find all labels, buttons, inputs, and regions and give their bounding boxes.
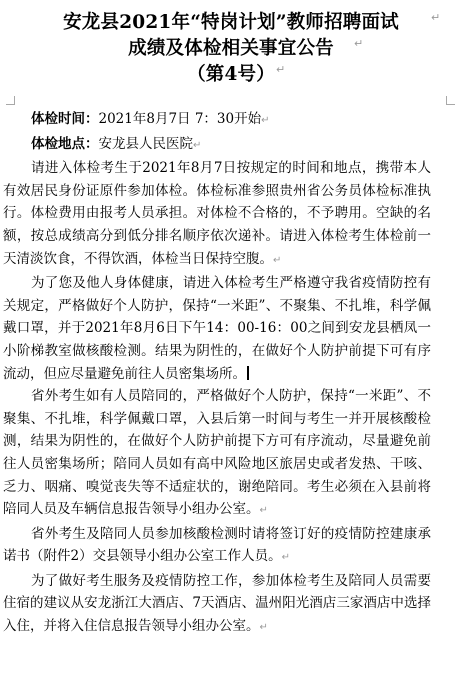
paragraph-mark-title-1: ↵ (431, 11, 441, 24)
paragraph-4 (3, 523, 431, 570)
text-cursor (247, 366, 249, 380)
paragraph-5 (3, 570, 431, 640)
paragraph-2-text: 为了您及他人身体健康，请进入体检考生严格遵守我省疫情防控有关规定，严格做好个人防护，保持“一米距”、不聚集、不扎堆，科学佩戴口罩，并于2021年8月6日下午14：00-16：00之间到安龙县栖凤一小阶梯教室做核酸检测。结果为阴性的，在做好个人防护前提下可有序流动，但应尽量避免前往人员密集场所。 (3, 275, 431, 382)
paragraph-3-text: 省外考生如有人员陪同的，严格做好个人防护，保持“一米距”、不聚集、不扎堆，科学佩戴口罩，入县后第一时间与考生一并开展核酸检测，结果为阴性的，在做好个人防护前提下方可有序流动，尽量避免前往人员密集场所；陪同人员如有高中风险地区旅居史或者发热、干咳、乏力、咽痛、嗅觉丧失等不适症状的，谢绝陪同。考生必须在入县前将陪同人员及车辆信息报告领导小组办公室。 (3, 388, 431, 518)
exam-time-value: 2021年8月7日 7：30开始 (98, 111, 262, 127)
document-body[interactable] (3, 108, 431, 640)
paragraph-1 (3, 157, 431, 272)
paragraph-3 (3, 385, 431, 523)
paragraph-mark: ↵ (281, 552, 290, 564)
paragraph-mark: ↵ (273, 254, 282, 266)
title-line-2: 成绩及体检相关事宜公告 (128, 38, 334, 59)
exam-place-label: 体检地点： (31, 135, 99, 152)
paragraph-4-text: 省外考生及陪同人员参加核酸检测时请将签订好的疫情防控建康承诺书（附件2）交县领导小组办公室工作人员。 (3, 525, 431, 565)
paragraph-mark: ↵ (261, 115, 270, 126)
paragraph-1-text: 请进入体检考生于2021年8月7日按规定的时间和地点，携带本人有效居民身份证原件参加体检。体检标准参照贵州省公务员体检标准执行。体检费用由报考人员承担。对体检不合格的，不予聘用。空缺的名额，按总成绩高分到低分排名顺序依次递补。请进入体检考生体检前一天清淡饮食，不得饮酒，体检当日保持空腹。 (3, 160, 431, 267)
paragraph-mark: ↵ (193, 139, 202, 151)
paragraph-5-text: 为了做好考生服务及疫情防控工作，参加体检考生及陪同人员需要住宿的建议从安龙浙江大酒店、7天酒店、温州阳光酒店三家酒店中选择入住，并将入住信息报告领导小组办公室。 (3, 572, 431, 635)
paragraph-mark-title-3: ↵ (276, 63, 286, 76)
paragraph-mark-title-2: ↵ (354, 37, 364, 50)
exam-place-line (3, 133, 431, 158)
exam-time-label: 体检时间： (31, 111, 99, 127)
paragraph-2 (3, 272, 431, 385)
margin-corner-top-left (6, 96, 15, 105)
paragraph-mark: ↵ (259, 622, 268, 634)
exam-time-line (3, 108, 431, 133)
exam-place-value: 安龙县人民医院 (98, 135, 193, 152)
title-line-3: （第4号） (187, 64, 275, 85)
title-line-1: 安龙县2021年“特岗计划”教师招聘面试 (63, 12, 399, 33)
paragraph-mark: ↵ (259, 505, 268, 517)
margin-corner-top-right (446, 96, 455, 105)
